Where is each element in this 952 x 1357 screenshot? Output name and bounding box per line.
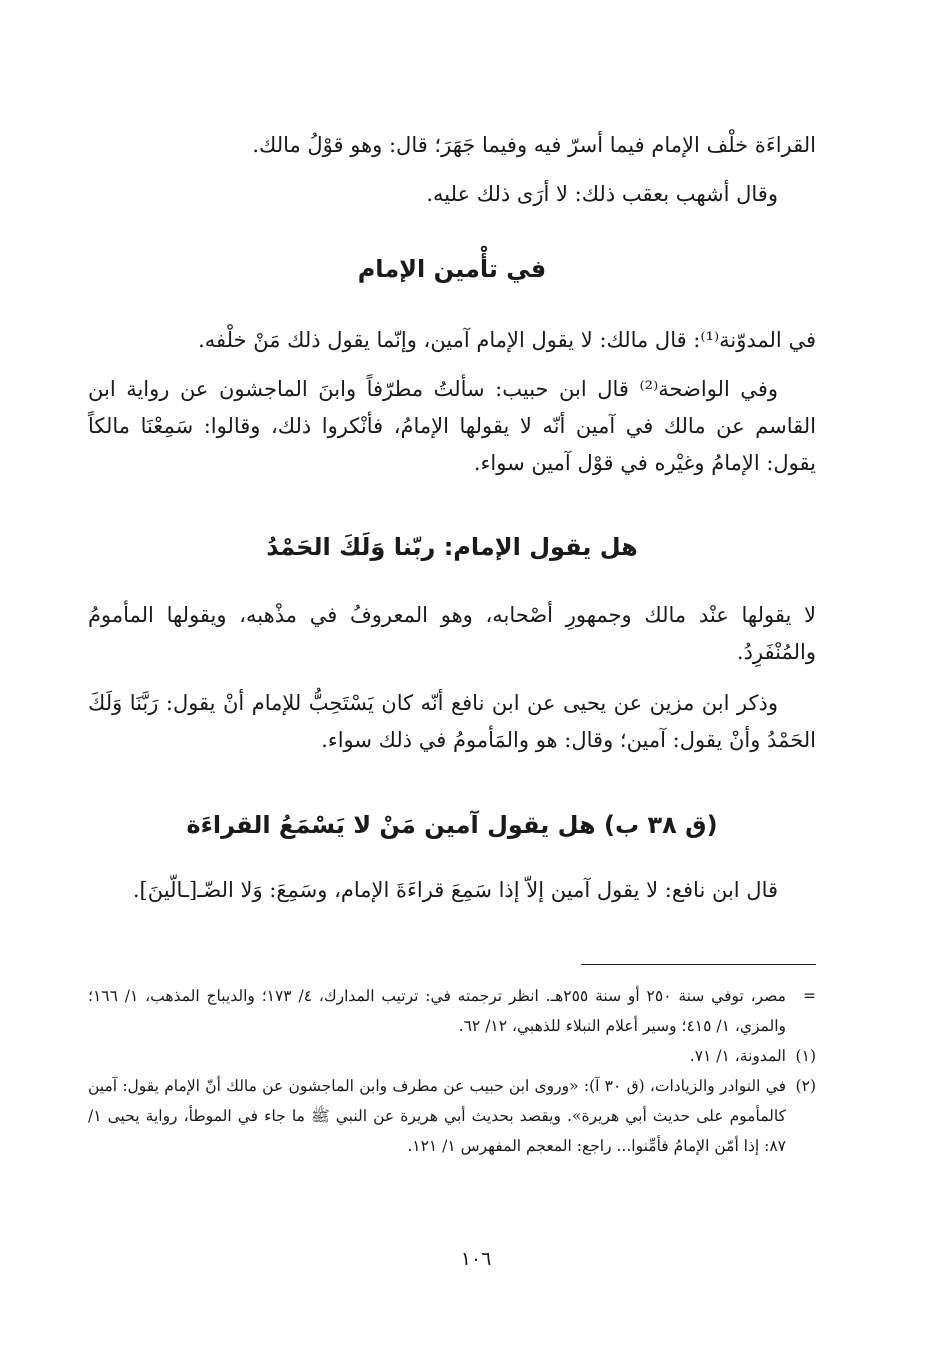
- footnote-continuation-mark: =: [803, 987, 816, 1005]
- paragraph-wadiha: وفي الواضحة⁽²⁾ قال ابن حبيب: سألتُ مطرّفاً وابنَ الماجشون عن رواية ابن القاسم عن مالك في آمين أنّه لا يقولها الإمامُ، فأنْكروا ذلك، وقالوا: سَمِعْنَا مالكاً يقول: الإمامُ وغيْره في قوْل آمين سواء.: [88, 377, 816, 475]
- footnote-continuation: [88, 981, 816, 1041]
- paragraph-ashhab: وقال أشهب بعقب ذلك: لا أرَى ذلك عليه.: [426, 182, 778, 206]
- footnote-1-text: المدونة، ١/ ٧١.: [689, 1047, 786, 1065]
- paragraph-mudawwana: في المدوّنة⁽¹⁾: قال مالك: لا يقول الإمام آمين، وإنّما يقول ذلك مَنْ خلْفه.: [198, 328, 816, 352]
- section-heading-rabbana: هل يقول الإمام: ربّنا وَلَكَ الحَمْدُ: [266, 533, 638, 561]
- page-number: ١٠٦: [460, 1248, 492, 1270]
- footnote-2: [88, 1071, 816, 1161]
- paragraph-ibn-nafi: قال ابن نافع: لا يقول آمين إلاّ إذا سَمِعَ قراءَةَ الإمام، وسَمِعَ: وَلا الضّـ[ـالّينَ].: [132, 878, 778, 902]
- footnote-separator: [581, 964, 816, 965]
- footnote-1: [88, 1041, 816, 1071]
- footnote-1-mark: (١): [795, 1047, 816, 1065]
- paragraph-reading-behind-imam: القراءَة خلْف الإمام فيما أسرّ فيه وفيما جَهَرَ؛ قال: وهو قوْلُ مالك.: [252, 133, 816, 157]
- footnote-continuation-text: مصر، توفي سنة ٢٥٠ أو سنة ٢٥٥هـ. انظر ترجمته في: ترتيب المدارك، ٤/ ١٧٣؛ والديباج المذهب، ١/ ١٦٦؛ والمزي، ١/ ٤١٥؛ وسير أعلام النبلاء للذهبي، ١٢/ ٦٢.: [88, 987, 786, 1035]
- footnote-2-mark: (٢): [795, 1077, 816, 1095]
- footnote-2-text: في النوادر والزيادات، (ق ٣٠ آ): «وروى ابن حبيب عن مطرف وابن الماجشون عن مالك أنّ الإمام يقول: آمين كالمأموم على حديث أبي هريرة». ويقصد بحديث أبي هريرة عن النبي ﷺ ما جاء في الموطأ، رواية يحيى ١/ ٨٧: إذا أمّن الإمامُ فأمِّنوا... راجع: المعجم المفهرس ١/ ١٢١.: [88, 1077, 786, 1155]
- paragraph-ibn-muzayn: وذكر ابن مزين عن يحيى عن ابن نافع أنّه كان يَسْتَحِبُّ للإمام أنْ يقول: رَبَّنَا وَلَكَ الحَمْدُ وأنْ يقول: آمين؛ وقال: هو والمَأمومُ في ذلك سواء.: [88, 691, 816, 752]
- section-heading-tamin: في تأْمين الإمام: [357, 255, 547, 283]
- footnotes: [88, 981, 816, 1161]
- paragraph-malik-majority: لا يقولها عنْد مالك وجمهورِ أصْحابه، وهو المعروفُ في مذْهبه، ويقولها المأمومُ والمُنْفَرِدُ.: [88, 603, 816, 664]
- section-heading-hearing-recitation: (ق ٣٨ ب) هل يقول آمين مَنْ لا يَسْمَعُ القراءَة: [186, 811, 718, 839]
